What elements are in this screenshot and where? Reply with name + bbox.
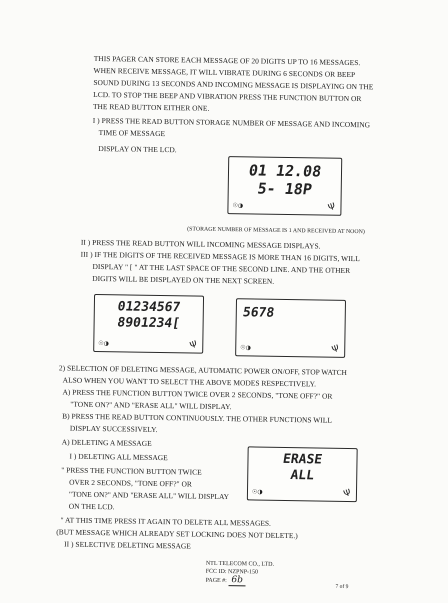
lcd-line-2: 8901234[ (116, 315, 182, 332)
section-2-line-1: 2) SELECTION OF DELETING MESSAGE, AUTOMATIC POWER ON/OFF, STOP WATCH (58, 363, 348, 377)
lcd-line-1: 01 12.08 (247, 161, 323, 181)
intro-line-3: SOUND DURING 13 SECONDS AND INCOMING MESSAGE IS DISPLAYING ON THE (93, 77, 374, 92)
section-2-line-8: I ) DELETING ALL MESSAGE (69, 451, 168, 463)
footer-page-number (206, 576, 246, 586)
section-2-line-4: "TONE ON?" AND "ERASE ALL" WILL DISPLAY. (70, 399, 232, 412)
lcd-line-1: 5678 (241, 305, 276, 321)
section-2-line-13: " AT THIS TIME PRESS IT AGAIN TO DELETE ALL MESSAGES. (60, 515, 272, 528)
lcd-line-2: 5- 18P (256, 179, 314, 199)
footer-company: NTL TELECOM CO., LTD. (205, 560, 275, 568)
lcd-line-1: 01234567 (116, 299, 182, 316)
section-2-line-11: "TONE ON?" AND "ERASE ALL" WILL DISPLAY (68, 489, 230, 502)
lcd-line-2: ALL (289, 468, 316, 484)
section-2-line-3: A) PRESS THE FUNCTION BUTTON TWICE OVER 2 SECONDS, "TONE OFF?" OR (62, 387, 333, 401)
step-i-line-2: TIME OF MESSAGE (98, 128, 166, 139)
step-iii-line-1: III ) IF THE DIGITS OF THE RECEIVED MESSAGE IS MORE THAN 16 DIGITS, WILL (80, 249, 360, 264)
antenna-icon: Ψ (188, 339, 199, 352)
lcd-display-storage (227, 156, 342, 216)
bell-icon: ☉◑ (240, 344, 251, 352)
step-i-line-1: I ) PRESS THE READ BUTTON STORAGE NUMBER OF MESSAGE AND INCOMING (92, 115, 371, 130)
intro-line-4: LCD. TO STOP THE BEEP AND VIBRATION PRESS THE FUNCTION BUTTON OR (93, 89, 362, 104)
antenna-icon: Ψ (342, 488, 353, 500)
section-2-line-9: " PRESS THE FUNCTION BUTTON TWICE (61, 465, 202, 477)
section-2-line-7: A) DELETING A MESSAGE (61, 437, 152, 448)
lcd-caption: (STORAGE NUMBER OF MESSAGE IS 1 AND RECEIVED AT NOON) (187, 226, 365, 236)
intro-line-2: WHEN RECEIVE MESSAGE, IT WILL VIBRATE DURING 6 SECONDS OR BEEP (93, 65, 356, 80)
bell-icon: ☉◑ (251, 488, 263, 496)
step-iii-line-3: DIGITS WILL BE DISPLAYED ON THE NEXT SCREEN. (92, 273, 275, 286)
antenna-icon: Ψ (326, 201, 337, 214)
page-label: PAGE #: (205, 577, 227, 585)
section-2-line-5: B) PRESS THE READ BUTTON CONTINUOUSLY. THE OTHER FUNCTIONS WILL (62, 411, 333, 425)
page-handwritten-number: 6b (228, 575, 246, 586)
section-2-line-15: II ) SELECTIVE DELETING MESSAGE (64, 539, 191, 551)
section-2-line-6: DISPLAY SUCCESSIVELY. (69, 423, 158, 434)
section-2-line-12: ON THE LCD. (68, 501, 115, 512)
antenna-icon: Ψ (330, 343, 341, 356)
footer-page-of: 7 of 9 (335, 583, 349, 590)
intro-line-5: THE READ BUTTON EITHER ONE. (92, 101, 210, 113)
section-2-line-10: OVER 2 SECONDS, "TONE OFF?" OR (69, 477, 192, 489)
lcd-display-first-screen (93, 294, 204, 354)
step-i-line-3: DISPLAY ON THE LCD. (98, 144, 177, 155)
section-2-line-14: (BUT MESSAGE WHICH ALREADY SET LOCKING DOES NOT DELETE.) (56, 527, 298, 541)
footer-fcc-id: FCC ID: NZPNP-150 (205, 568, 259, 576)
intro-line-1: THIS PAGER CAN STORE EACH MESSAGE OF 20 DIGITS UP TO 16 MESSAGES. (93, 53, 361, 68)
lcd-display-next-screen (235, 298, 346, 358)
lcd-line-1: ERASE (281, 451, 324, 468)
section-2-line-2: ALSO WHEN YOU WANT TO SELECT THE ABOVE MODES RESPECTIVELY. (62, 375, 317, 389)
bell-icon: ☉◑ (98, 340, 109, 348)
step-iii-line-2: DISPLAY " [ " AT THE LAST SPACE OF THE SECOND LINE. AND THE OTHER (92, 261, 351, 275)
bell-icon: ☉◑ (232, 202, 244, 210)
lcd-display-erase-all (247, 446, 358, 502)
step-ii-line-1: II ) PRESS THE READ BUTTON WILL INCOMING MESSAGE DISPLAYS. (80, 237, 321, 251)
